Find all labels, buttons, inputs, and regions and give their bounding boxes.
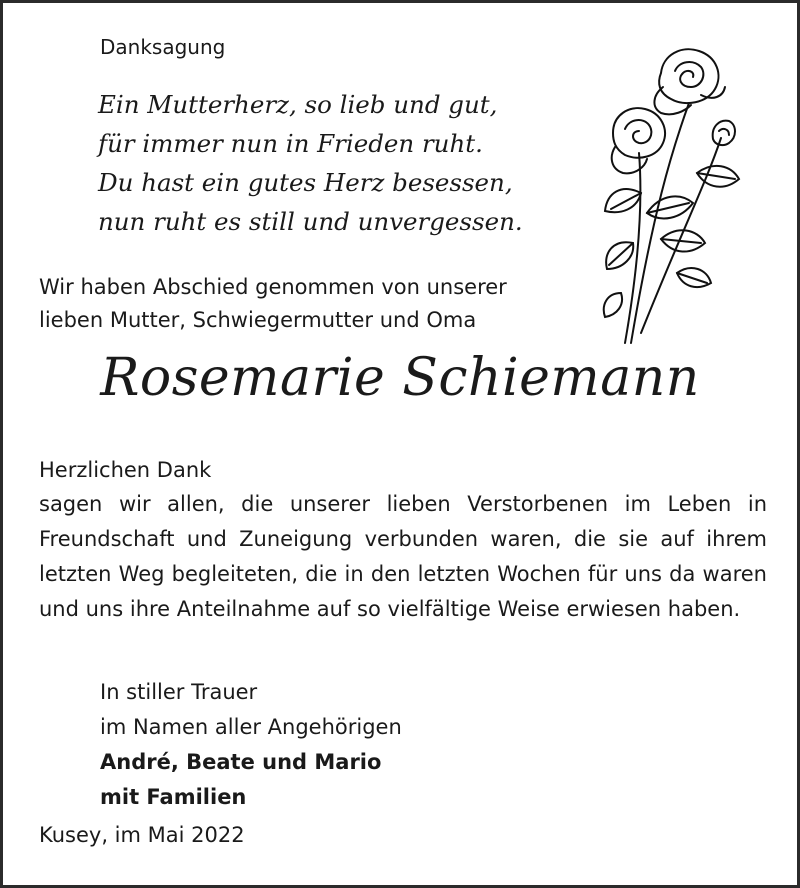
signature-families: mit Familien xyxy=(100,785,247,809)
intro-line: lieben Mutter, Schwiegermutter und Oma xyxy=(39,308,477,332)
thanks-heading: Herzlichen Dank xyxy=(39,458,212,482)
poem-line: Du hast ein gutes Herz besessen, xyxy=(98,168,513,197)
poem xyxy=(98,85,523,241)
intro-line: Wir haben Abschied genommen von unserer xyxy=(39,275,507,299)
notice-heading: Danksagung xyxy=(100,35,226,59)
deceased-name: Rosemarie Schiemann xyxy=(100,348,700,408)
signature-block xyxy=(100,675,402,815)
thanks-paragraph: sagen wir allen, die unserer lieben Verstorbenen im Leben in Freundschaft und Zuneigung verbunden waren, die sie auf ihrem letzten Weg begleiteten, die in den letzten Wochen für uns da waren und uns ihre Anteilnahme auf so vielfältige Weise erwiesen haben. xyxy=(39,492,767,621)
signature-names: André, Beate und Mario xyxy=(100,750,382,774)
poem-line: für immer nun in Frieden ruht. xyxy=(98,129,483,158)
intro-text xyxy=(39,271,507,337)
poem-line: nun ruht es still und unvergessen. xyxy=(98,207,523,236)
poem-line: Ein Mutterherz, so lieb und gut, xyxy=(98,90,498,119)
signature-line: In stiller Trauer xyxy=(100,680,258,704)
rose-icon xyxy=(601,43,751,353)
signature-line: im Namen aller Angehörigen xyxy=(100,715,402,739)
place-date: Kusey, im Mai 2022 xyxy=(39,823,245,847)
